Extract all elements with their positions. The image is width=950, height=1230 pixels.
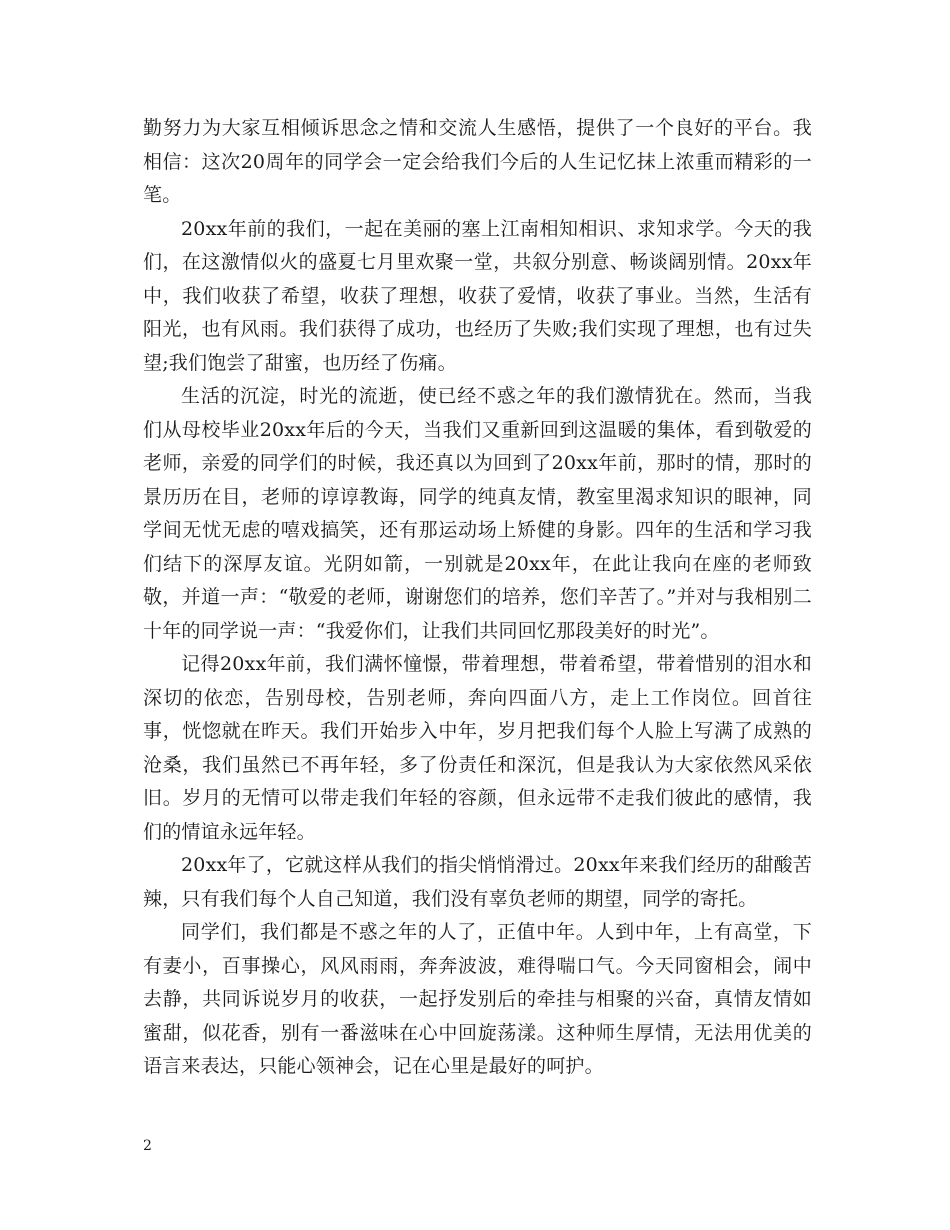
paragraph-4: 记得20xx年前，我们满怀憧憬，带着理想，带着希望，带着惜别的泪水和深切的依恋，告别母校，告别老师，奔向四面八方，走上工作岗位。回首往事，恍惚就在昨天。我们开始步入中年，岁月把我们每个人脸上写满了成熟的沧桑，我们虽然已不再年轻，多了份责任和深沉，但是我认为大家依然风采依旧。岁月的无情可以带走我们年轻的容颜，但永远带不走我们彼此的感情，我们的情谊永远年轻。 (143, 653, 812, 843)
paragraph-6: 同学们，我们都是不惑之年的人了，正值中年。人到中年，上有高堂，下有妻小，百事操心，风风雨雨，奔奔波波，难得喘口气。今天同窗相会，闹中去静，共同诉说岁月的收获，一起抒发别后的牵挂与相聚的兴奋，真情友情如蜜甜，似花香，别有一番滋味在心中回旋荡漾。这种师生厚情，无法用优美的语言来表达，只能心领神会，记在心里是最好的呵护。 (143, 921, 812, 1077)
paragraph-2: 20xx年前的我们，一起在美丽的塞上江南相知相识、求知求学。今天的我们，在这激情似火的盛夏七月里欢聚一堂，共叙分别意、畅谈阔别情。20xx年中，我们收获了希望，收获了理想，收获了爱情，收获了事业。当然，生活有阳光，也有风雨。我们获得了成功，也经历了失败;我们实现了理想，也有过失望;我们饱尝了甜蜜，也历经了伤痛。 (143, 217, 812, 374)
document-body (143, 112, 812, 1084)
page-number: 2 (143, 1138, 152, 1154)
paragraph-1: 勤努力为大家互相倾诉思念之情和交流人生感悟，提供了一个良好的平台。我相信：这次20周年的同学会一定会给我们今后的人生记忆抹上浓重而精彩的一笔。 (143, 117, 812, 206)
paragraph-5: 20xx年了，它就这样从我们的指尖悄悄滑过。20xx年来我们经历的甜酸苦辣，只有我们每个人自己知道，我们没有辜负老师的期望，同学的寄托。 (143, 854, 812, 910)
paragraph-3: 生活的沉淀，时光的流逝，使已经不惑之年的我们激情犹在。然而，当我们从母校毕业20xx年后的今天，当我们又重新回到这温暖的集体，看到敬爱的老师，亲爱的同学们的时候，我还真以为回到了20xx年前，那时的情，那时的景历历在目，老师的谆谆教诲，同学的纯真友情，教室里渴求知识的眼神，同学间无忧无虑的嘻戏搞笑，还有那运动场上矫健的身影。四年的生活和学习我们结下的深厚友谊。光阴如箭，一别就是20xx年，在此让我向在座的老师致敬，并道一声：“敬爱的老师，谢谢您们的培养，您们辛苦了。”并对与我相别二十年的同学说一声：“我爱你们，让我们共同回忆那段美好的时光”。 (143, 385, 812, 642)
